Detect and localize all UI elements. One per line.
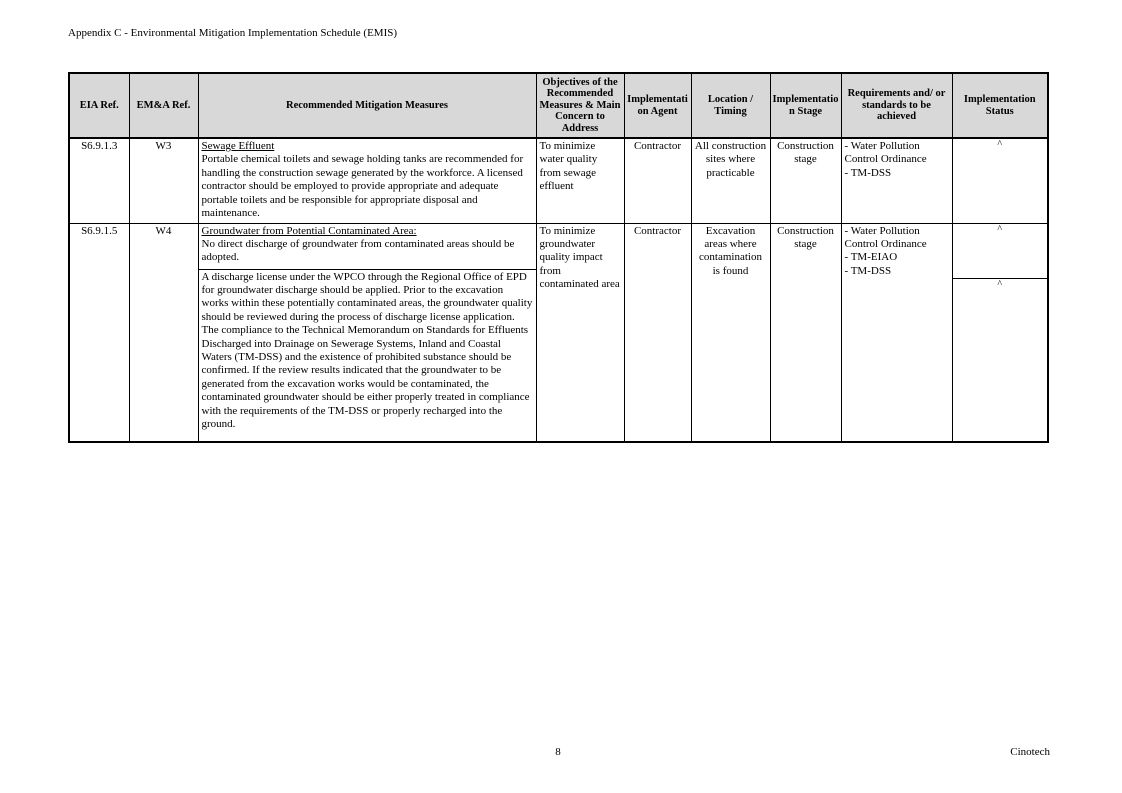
table-header-row [69, 73, 1048, 138]
col-header-implementation-status: Implementation Status [952, 73, 1048, 138]
cell-mitigation-measure [198, 223, 536, 269]
cell-eia-ref: S6.9.1.5 [69, 223, 129, 442]
measure-text: Portable chemical toilets and sewage holding tanks are recommended for handling the construction sewage generated by the workforce. A licensed contractor should be employed to provide appropriate and adequate portable toilets and be responsible for appropriate disposal and maintenance. [201, 153, 524, 220]
cell-stage: Construction stage [770, 223, 841, 442]
col-header-objectives: Objectives of the Recommended Measures & Main Concern to Address [536, 73, 624, 138]
cell-agent: Contractor [624, 223, 691, 442]
requirement-item: - TM-EIAO [844, 251, 898, 264]
cell-stage: Construction stage [770, 138, 841, 223]
measure-heading: Groundwater from Potential Contaminated Area: [201, 224, 417, 237]
col-header-mitigation-measures: Recommended Mitigation Measures [198, 73, 536, 138]
col-header-implementation-agent: Implementation Agent [624, 73, 691, 138]
cell-objectives: To minimize water quality from sewage effluent [536, 138, 624, 223]
cell-status: ^ [952, 278, 1048, 442]
table-row [69, 223, 1048, 269]
requirement-item: - Water Pollution Control Ordinance [844, 140, 927, 166]
cell-requirements [841, 138, 952, 223]
cell-agent: Contractor [624, 138, 691, 223]
table-row [69, 138, 1048, 223]
appendix-title: Appendix C - Environmental Mitigation Implementation Schedule (EMIS) [68, 27, 398, 39]
measure-text: No direct discharge of groundwater from contaminated areas should be adopted. [201, 237, 515, 264]
requirement-item: - TM-DSS [844, 166, 892, 179]
measure-heading: Sewage Effluent [201, 140, 275, 152]
cell-ema-ref: W4 [129, 223, 198, 442]
cell-status: ^ [952, 138, 1048, 223]
cell-location-timing: All construction sites where practicable [691, 138, 770, 223]
cell-ema-ref: W3 [129, 138, 198, 223]
cell-eia-ref: S6.9.1.3 [69, 138, 129, 223]
cell-status: ^ [952, 223, 1048, 278]
col-header-ema-ref: EM&A Ref. [129, 73, 198, 138]
requirement-item: - TM-DSS [844, 264, 892, 277]
cell-requirements [841, 223, 952, 442]
requirement-item: - Water Pollution Control Ordinance [844, 224, 927, 250]
col-header-eia-ref: EIA Ref. [69, 73, 129, 138]
col-header-location-timing: Location / Timing [691, 73, 770, 138]
cell-mitigation-measure [198, 138, 536, 223]
company-name: Cinotech [1010, 746, 1050, 758]
page-number: 8 [555, 746, 561, 758]
cell-location-timing: Excavation areas where contamination is found [691, 223, 770, 442]
cell-mitigation-measure-continued: A discharge license under the WPCO through the Regional Office of EPD for groundwater discharge should be applied. Prior to the excavation works within these potentially contaminated areas, the groundwater quality should be reviewed during the process of discharge license application. The compliance to the Technical Memorandum on Standards for Effluents Discharged into Drainage on Sewerage Systems, Inland and Coastal Waters (TM-DSS) and the existence of prohibited substance should be confirmed. If the review results indicated that the groundwater to be generated from the excavation works would be contaminated, the contaminated groundwater should be either properly treated in compliance with the requirements of the TM-DSS or properly recharged into the ground. [198, 269, 536, 442]
col-header-implementation-stage: Implementation Stage [770, 73, 841, 138]
emis-schedule-table [68, 72, 1049, 443]
col-header-requirements: Requirements and/ or standards to be achieved [841, 73, 952, 138]
cell-objectives: To minimize groundwater quality impact from contaminated area [536, 223, 624, 442]
